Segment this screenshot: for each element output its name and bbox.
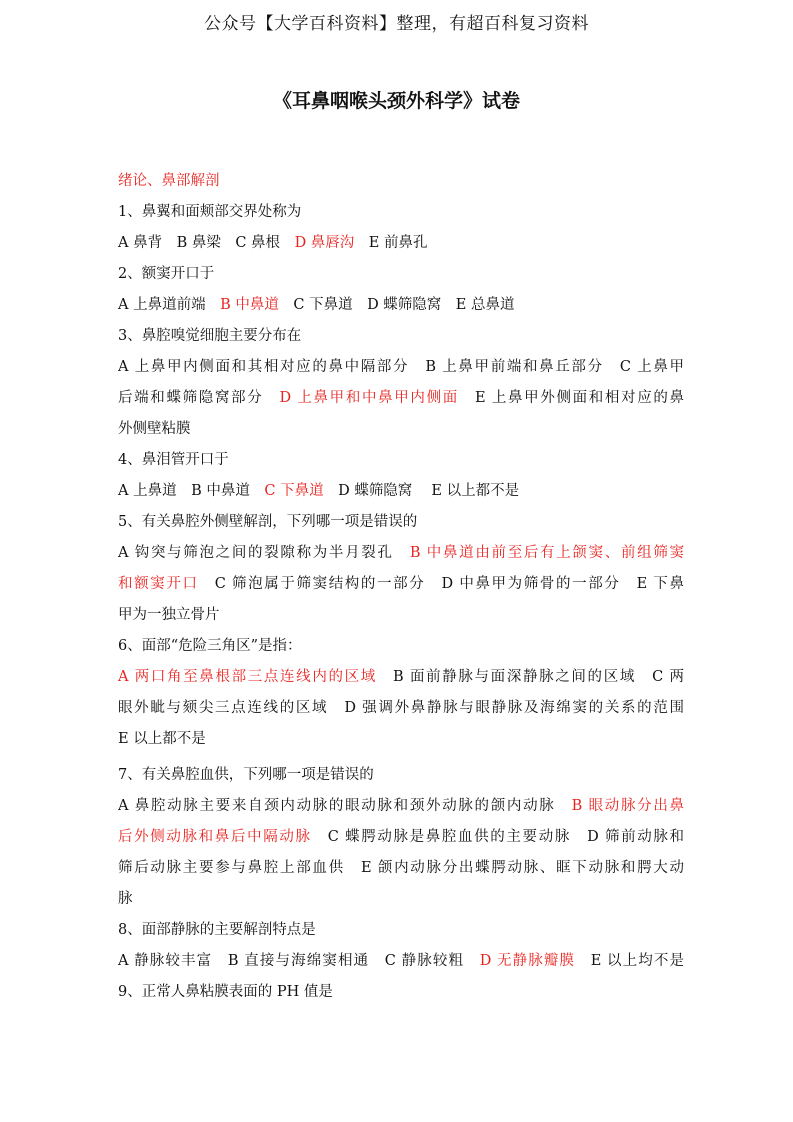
question-text: E 上鼻甲外侧面和相对应的鼻 <box>458 390 684 406</box>
answer-text: D 无静脉瓣膜 <box>479 953 576 969</box>
text-line <box>118 724 684 755</box>
text-line <box>118 791 684 822</box>
question-text: B 面前静脉与面深静脉之间的区域 C 两 <box>376 669 684 685</box>
question-text: A 上鼻道 B 中鼻道 <box>118 483 265 499</box>
text-line <box>118 197 684 228</box>
document-title: 《耳鼻咽喉头颈外科学》试卷 <box>272 90 520 112</box>
answer-text: 后外侧动脉和鼻后中隔动脉 <box>118 829 312 845</box>
question-text: 外侧壁粘膜 <box>118 421 191 437</box>
text-line <box>118 693 684 724</box>
answer-text: 绪论、鼻部解剖 <box>118 173 220 189</box>
text-line <box>118 631 684 662</box>
question-text: A 上鼻甲内侧面和其相对应的鼻中隔部分 B 上鼻甲前端和鼻丘部分 C 上鼻甲 <box>118 359 684 375</box>
text-line <box>118 915 684 946</box>
question-text: A 鼻腔动脉主要来自颈内动脉的眼动脉和颈外动脉的颌内动脉 <box>118 798 572 814</box>
question-text: C 筛泡属于筛窦结构的一部分 D 中鼻甲为筛骨的一部分 E 下鼻 <box>198 576 684 592</box>
question-text: 筛后动脉主要参与鼻腔上部血供 E 颌内动脉分出蝶腭动脉、眶下动脉和腭大动 <box>118 860 684 876</box>
answer-text: B 中鼻道由前至后有上颌窦、前组筛窦 <box>409 545 684 561</box>
question-text: 8、面部静脉的主要解剖特点是 <box>118 922 316 938</box>
question-text: 4、鼻泪管开口于 <box>118 452 229 468</box>
question-text: 甲为一独立骨片 <box>118 607 220 623</box>
text-line <box>118 352 684 383</box>
question-text: 7、有关鼻腔血供，下列哪一项是错误的 <box>118 767 374 783</box>
text-line <box>118 228 684 259</box>
answer-text: D 上鼻甲和中鼻甲内侧面 <box>279 390 459 406</box>
question-text: A 上鼻道前端 <box>118 297 221 313</box>
question-text: 脉 <box>118 891 133 907</box>
question-text: 9、正常人鼻粘膜表面的 PH 值是 <box>118 984 333 1000</box>
text-line <box>118 946 684 977</box>
question-text: 5、有关鼻腔外侧壁解剖，下列哪一项是错误的 <box>118 514 418 530</box>
answer-text: A 两口角至鼻根部三点连线内的区域 <box>118 669 377 685</box>
text-line <box>118 884 684 915</box>
question-text: 6、面部“危险三角区”是指： <box>118 638 302 654</box>
text-line <box>118 507 684 538</box>
text-line <box>118 445 684 476</box>
text-line <box>118 600 684 631</box>
answer-text: C 下鼻道 <box>264 483 324 499</box>
text-line <box>118 476 684 507</box>
text-line <box>118 321 684 352</box>
answer-text: 和额窦开口 <box>118 576 199 592</box>
text-line <box>118 383 684 414</box>
question-text: 2、额窦开口于 <box>118 266 215 282</box>
question-text: E 以上均不是 <box>575 953 684 969</box>
text-line <box>118 822 684 853</box>
answer-text: B 中鼻道 <box>220 297 279 313</box>
question-text: D 蝶筛隐窝 E 以上都不是 <box>323 483 520 499</box>
text-line <box>118 538 684 569</box>
answer-text: B 眼动脉分出鼻 <box>571 798 684 814</box>
text-line <box>118 259 684 290</box>
question-text: C 蝶腭动脉是鼻腔血供的主要动脉 D 筛前动脉和 <box>311 829 684 845</box>
question-text: 1、鼻翼和面颊部交界处称为 <box>118 204 302 220</box>
question-text: C 下鼻道 D 蝶筛隐窝 E 总鼻道 <box>278 297 515 313</box>
question-text: A 鼻背 B 鼻梁 C 鼻根 <box>118 235 295 251</box>
text-line <box>118 414 684 445</box>
text-line <box>118 977 684 1008</box>
text-line <box>118 569 684 600</box>
question-text: 3、鼻腔嗅觉细胞主要分布在 <box>118 328 302 344</box>
text-line <box>118 662 684 693</box>
text-line <box>118 760 684 791</box>
text-line <box>118 853 684 884</box>
question-text: A 静脉较丰富 B 直接与海绵窦相通 C 静脉较粗 <box>118 953 480 969</box>
exam-content <box>118 166 684 1008</box>
question-text: A 钩突与筛泡之间的裂隙称为半月裂孔 <box>118 545 410 561</box>
question-text: E 以上都不是 <box>118 731 206 747</box>
page-header: 公众号【大学百科资料】整理，有超百科复习资料 <box>204 14 589 34</box>
question-text: 眼外眦与颏尖三点连线的区域 D 强调外鼻静脉与眼静脉及海绵窦的关系的范围 <box>118 700 684 716</box>
text-line <box>118 166 684 197</box>
text-line <box>118 290 684 321</box>
question-text: 后端和蝶筛隐窝部分 <box>118 390 280 406</box>
answer-text: D 鼻唇沟 <box>294 235 355 251</box>
question-text: E 前鼻孔 <box>354 235 428 251</box>
